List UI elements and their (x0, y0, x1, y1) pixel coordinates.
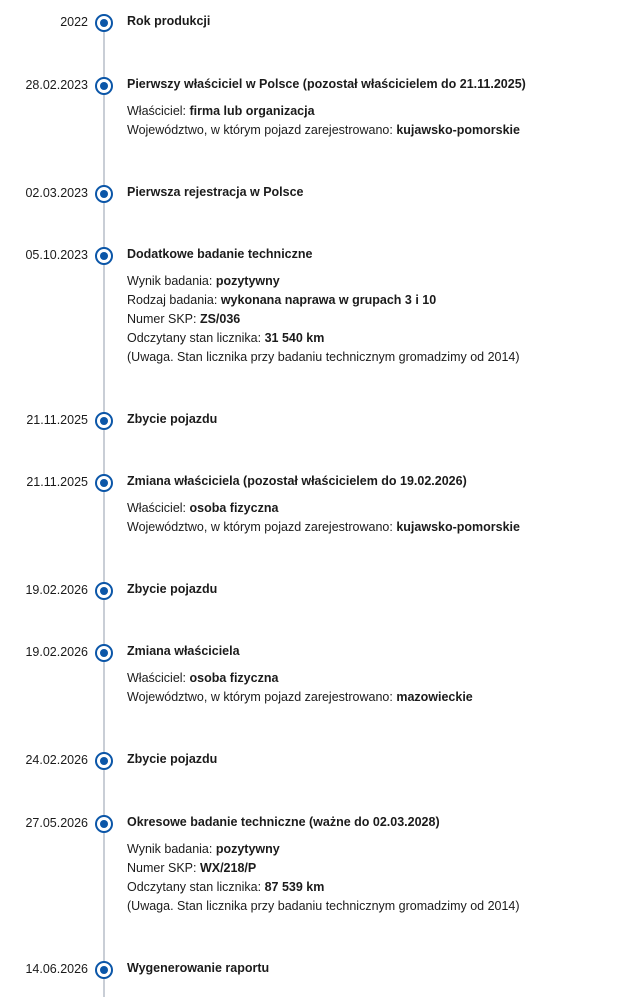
detail-row (127, 121, 627, 140)
event-date: 28.02.2023 (25, 78, 88, 92)
timeline-dot-icon (95, 412, 113, 430)
timeline-dot-icon (95, 474, 113, 492)
detail-label: Województwo, w którym pojazd zarejestrowano: (127, 123, 397, 137)
detail-value: osoba fizyczna (189, 671, 279, 685)
detail-value: pozytywny (215, 274, 280, 288)
event-title: Rok produkcji (127, 14, 211, 28)
event-date: 19.02.2026 (25, 645, 88, 659)
timeline-line (103, 22, 105, 997)
timeline-dot-icon (95, 77, 113, 95)
event-details (127, 669, 627, 707)
event-title: Zbycie pojazdu (127, 582, 218, 596)
event-title: Zbycie pojazdu (127, 752, 218, 766)
event-title: Pierwszy właściciel w Polsce (pozostał właścicielem do 21.11.2025) (127, 77, 526, 91)
event-title: Wygenerowanie raportu (127, 961, 270, 975)
detail-row (127, 878, 627, 897)
detail-value: pozytywny (215, 842, 280, 856)
event-title: Dodatkowe badanie techniczne (127, 247, 313, 261)
detail-value: kujawsko-pomorskie (396, 123, 520, 137)
event-date: 14.06.2026 (25, 962, 88, 976)
event-date: 19.02.2026 (25, 583, 88, 597)
detail-row (127, 291, 627, 310)
detail-label: Numer SKP: (127, 312, 200, 326)
timeline-dot-icon (95, 815, 113, 833)
detail-label: Rodzaj badania: (127, 293, 221, 307)
detail-row (127, 310, 627, 329)
detail-label: Wynik badania: (127, 842, 216, 856)
event-title: Pierwsza rejestracja w Polsce (127, 185, 304, 199)
detail-row (127, 272, 627, 291)
detail-label: (Uwaga. Stan licznika przy badaniu technicznym gromadzimy od 2014) (127, 350, 520, 364)
detail-value: kujawsko-pomorskie (396, 520, 520, 534)
detail-label: Wynik badania: (127, 274, 216, 288)
detail-label: Numer SKP: (127, 861, 200, 875)
detail-row (127, 499, 627, 518)
detail-label: Właściciel: (127, 671, 190, 685)
detail-label: Województwo, w którym pojazd zarejestrowano: (127, 520, 397, 534)
detail-label: Właściciel: (127, 104, 190, 118)
detail-label: Odczytany stan licznika: (127, 331, 265, 345)
detail-value: firma lub organizacja (189, 104, 315, 118)
detail-value: WX/218/P (199, 861, 257, 875)
detail-label: Odczytany stan licznika: (127, 880, 265, 894)
detail-row (127, 897, 627, 916)
event-date: 02.03.2023 (25, 186, 88, 200)
timeline-dot-icon (95, 247, 113, 265)
detail-value: mazowieckie (396, 690, 473, 704)
event-date: 24.02.2026 (25, 753, 88, 767)
detail-value: osoba fizyczna (189, 501, 279, 515)
timeline-dot-icon (95, 644, 113, 662)
event-date: 21.11.2025 (26, 475, 88, 489)
detail-row (127, 518, 627, 537)
detail-row (127, 348, 627, 367)
timeline-dot-icon (95, 14, 113, 32)
detail-row (127, 329, 627, 348)
detail-row (127, 859, 627, 878)
timeline-dot-icon (95, 752, 113, 770)
event-title: Zbycie pojazdu (127, 412, 218, 426)
detail-label: Właściciel: (127, 501, 190, 515)
detail-value: 31 540 km (264, 331, 325, 345)
detail-label: Województwo, w którym pojazd zarejestrowano: (127, 690, 397, 704)
event-title: Zmiana właściciela (pozostał właścicielem do 19.02.2026) (127, 474, 467, 488)
timeline-dot-icon (95, 185, 113, 203)
event-date: 05.10.2023 (25, 248, 88, 262)
detail-value: 87 539 km (264, 880, 325, 894)
detail-row (127, 669, 627, 688)
event-title: Zmiana właściciela (127, 644, 240, 658)
event-date: 2022 (60, 15, 88, 29)
event-date: 27.05.2026 (25, 816, 88, 830)
detail-value: ZS/036 (199, 312, 241, 326)
timeline-dot-icon (95, 961, 113, 979)
event-details (127, 499, 627, 537)
detail-row (127, 840, 627, 859)
detail-row (127, 102, 627, 121)
event-details (127, 840, 627, 916)
event-details (127, 272, 627, 367)
detail-label: (Uwaga. Stan licznika przy badaniu technicznym gromadzimy od 2014) (127, 899, 520, 913)
timeline-dot-icon (95, 582, 113, 600)
event-date: 21.11.2025 (26, 413, 88, 427)
detail-value: wykonana naprawa w grupach 3 i 10 (220, 293, 437, 307)
event-title: Okresowe badanie techniczne (ważne do 02.03.2028) (127, 815, 440, 829)
event-details (127, 102, 627, 140)
detail-row (127, 688, 627, 707)
